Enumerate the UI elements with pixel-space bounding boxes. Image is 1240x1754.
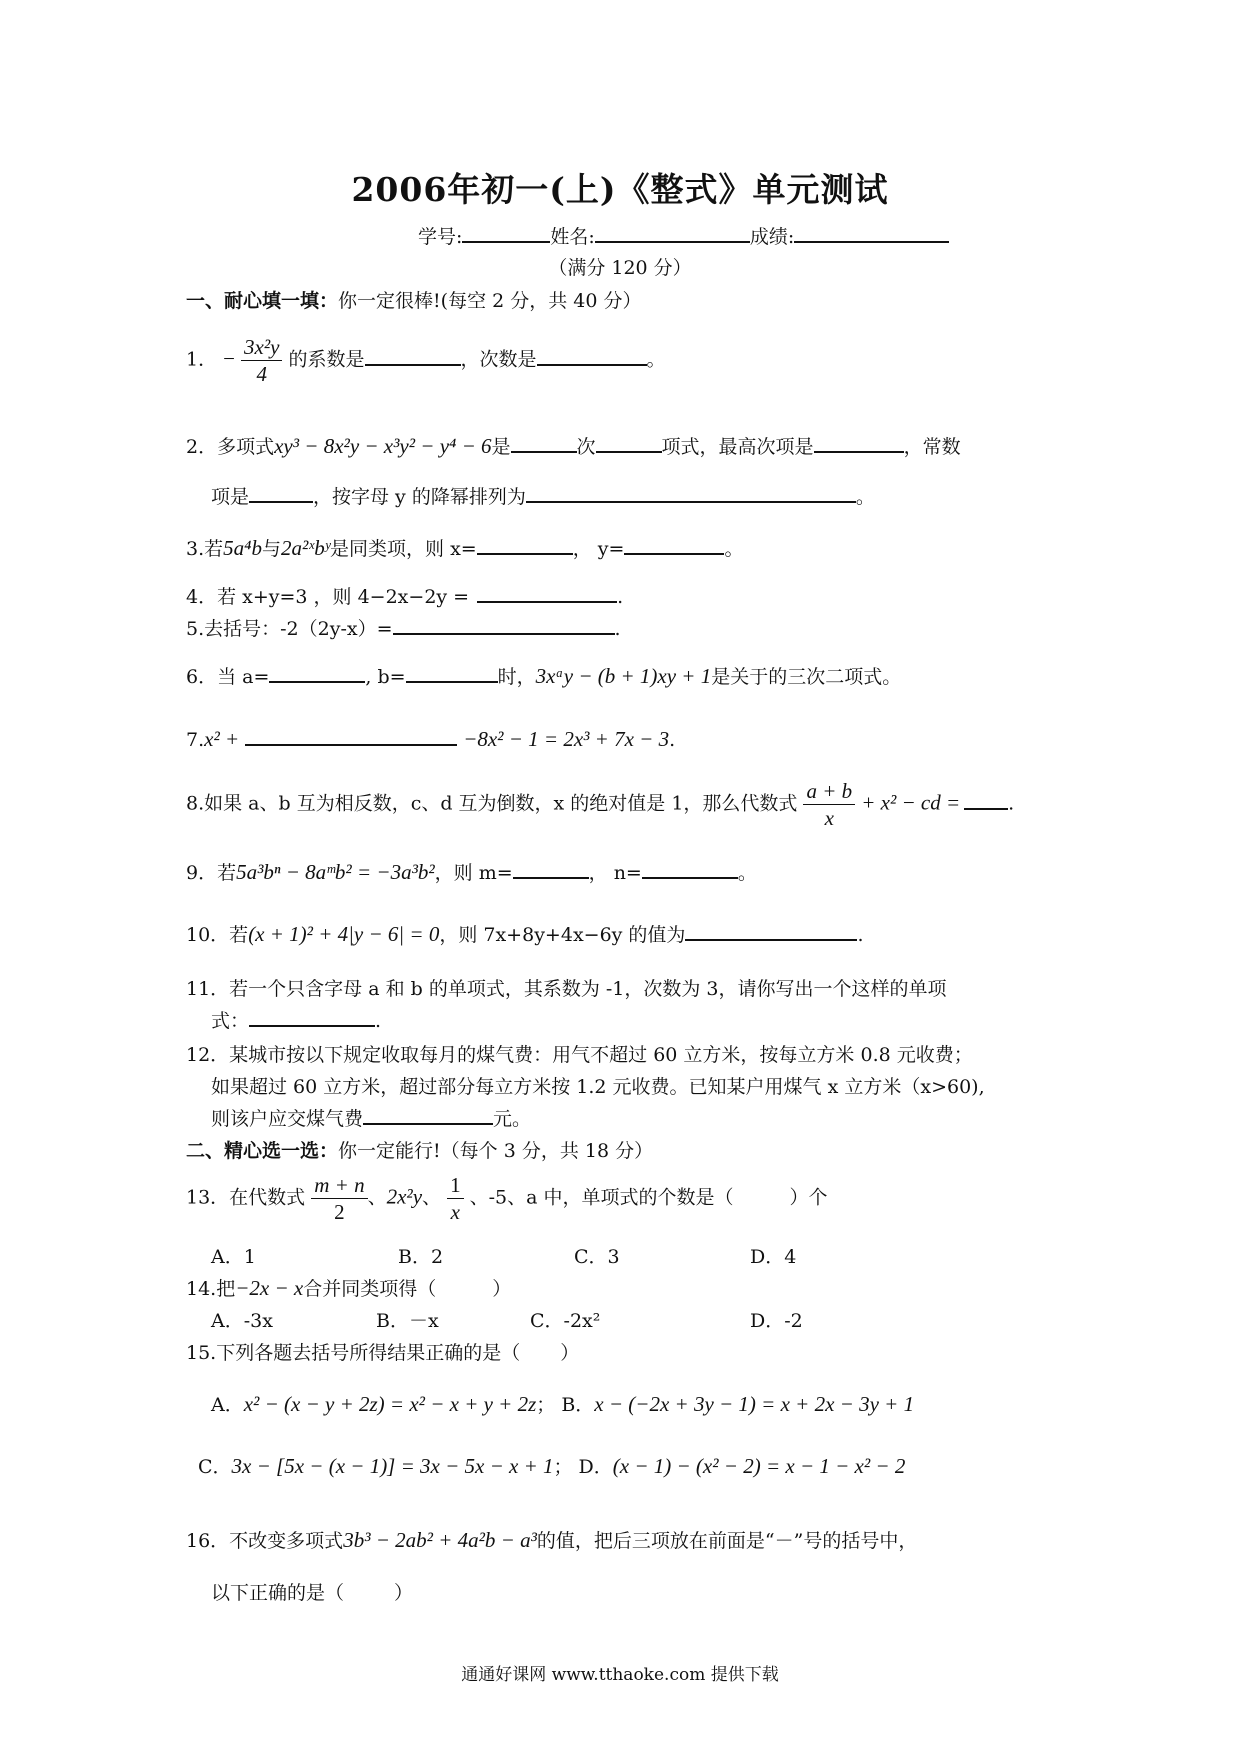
question-14 bbox=[186, 1274, 511, 1301]
q15-options-ab bbox=[211, 1390, 914, 1417]
q15-option-b[interactable]: x − (−2x + 3y − 1) = x + 2x − 3y + 1 bbox=[594, 1392, 915, 1416]
student-id-label: 学号: bbox=[418, 226, 463, 248]
q8-text: 8.如果 a、b 互为相反数，c、d 互为倒数，x 的绝对值是 1，那么代数式 bbox=[186, 792, 798, 815]
page-title: 2006年初一(上)《整式》单元测试 bbox=[351, 170, 889, 209]
q16-text2: 的值，把后三项放在前面是“－”号的括号中， bbox=[536, 1530, 918, 1552]
q10-blank[interactable] bbox=[685, 938, 857, 941]
question-12: 12．某城市按以下规定收取每月的煤气费：用气不超过 60 立方米，按每立方米 0.8 元收费； bbox=[186, 1044, 973, 1066]
page-footer: 通通好课网 www.tthaoke.com 提供下载 bbox=[461, 1665, 779, 1685]
q2-blank5[interactable] bbox=[526, 500, 856, 503]
q14-option-b[interactable]: B．－x bbox=[376, 1310, 439, 1332]
question-2-line2 bbox=[211, 482, 875, 509]
q7-expr2: −8x² − 1 = 2x³ + 7x − 3 bbox=[463, 727, 670, 751]
q9-expr: 5a³bⁿ − 8aᵐb² = −3a³b² bbox=[236, 860, 435, 884]
q1-frac-num: 3x²y bbox=[241, 334, 282, 361]
q8-expr: + x² − cd = bbox=[861, 790, 961, 815]
q16-line2: 以下正确的是（ bbox=[211, 1582, 345, 1604]
question-5 bbox=[186, 614, 621, 641]
q2-num: 2．多项式 bbox=[186, 436, 275, 458]
q14-option-d[interactable]: D．-2 bbox=[750, 1310, 803, 1332]
q9-text3: ， n= bbox=[588, 862, 642, 884]
section1-heading-bold: 一、耐心填一填： bbox=[186, 290, 339, 312]
question-12-line3 bbox=[211, 1104, 531, 1131]
q15-close: ） bbox=[560, 1342, 580, 1364]
q10-text2: ，则 7x+8y+4x−6y 的值为 bbox=[439, 924, 686, 946]
q1-num: 1． bbox=[186, 348, 218, 371]
q2-line2a: 项是 bbox=[211, 486, 250, 508]
q16-expr: 3b³ − 2ab² + 4a²b − a³ bbox=[343, 1528, 537, 1552]
name-label: 姓名: bbox=[550, 226, 595, 248]
q11-line2: 式： bbox=[211, 1010, 250, 1032]
q15-option-b-label[interactable]: ； B． bbox=[536, 1394, 595, 1416]
q12-blank[interactable] bbox=[363, 1122, 493, 1125]
score-label: 成绩: bbox=[749, 226, 795, 248]
q6-text1: 6．当 a= bbox=[186, 666, 270, 688]
q16-close: ） bbox=[394, 1582, 414, 1604]
q11-blank[interactable] bbox=[249, 1024, 375, 1027]
q8-frac-den: x bbox=[824, 806, 834, 830]
question-9 bbox=[186, 858, 757, 885]
q13-f2-num: 1 bbox=[447, 1172, 464, 1199]
q5-end: . bbox=[614, 618, 621, 640]
q11-end: . bbox=[375, 1010, 382, 1032]
q7-blank[interactable] bbox=[245, 743, 457, 746]
q6-text2: , b= bbox=[365, 666, 406, 688]
q1-text1: 的系数是 bbox=[288, 348, 365, 371]
section2-heading bbox=[186, 1136, 653, 1163]
q15-option-d[interactable]: (x − 1) − (x² − 2) = x − 1 − x² − 2 bbox=[612, 1454, 906, 1478]
q2-line2b: ，按字母 y 的降幂排列为 bbox=[313, 486, 526, 508]
q9-text4: 。 bbox=[737, 862, 757, 884]
q1-text3: 。 bbox=[646, 348, 666, 371]
student-id-field[interactable] bbox=[462, 240, 550, 243]
q8-end: . bbox=[1008, 792, 1015, 815]
q14-text1: 14.把 bbox=[186, 1278, 236, 1300]
q8-fraction bbox=[803, 778, 855, 831]
q14-option-c[interactable]: C．-2x² bbox=[530, 1310, 601, 1332]
q5-blank[interactable] bbox=[393, 632, 615, 635]
q2-text2: 次 bbox=[576, 436, 596, 458]
section1-heading bbox=[186, 286, 642, 313]
q2-expr: xy³ − 8x²y − x³y² − y⁴ − 6 bbox=[274, 434, 492, 458]
q12-line3b: 元。 bbox=[493, 1108, 532, 1130]
section2-heading-rest: 你一定能行!（每个 3 分，共 18 分） bbox=[338, 1140, 654, 1162]
q7-end: . bbox=[669, 729, 676, 751]
q14-expr: −2x − x bbox=[235, 1276, 304, 1300]
q14-option-a[interactable]: A．-3x bbox=[211, 1310, 273, 1332]
q10-end: . bbox=[857, 924, 864, 946]
q13-fraction2 bbox=[447, 1172, 464, 1225]
q2-text1: 是 bbox=[491, 436, 511, 458]
q13-option-b[interactable]: B．2 bbox=[398, 1246, 444, 1268]
student-info bbox=[418, 222, 949, 249]
q14-text3: ） bbox=[492, 1278, 512, 1300]
q2-blank2[interactable] bbox=[596, 450, 662, 453]
question-11-line2 bbox=[211, 1006, 381, 1033]
q5-text: 5.去括号：-2（2y-x）= bbox=[186, 618, 393, 640]
q13-text3: ）个 bbox=[789, 1186, 828, 1209]
q2-blank1[interactable] bbox=[511, 450, 577, 453]
question-3 bbox=[186, 534, 743, 561]
q15-option-c[interactable]: 3x − [5x − (x − 1)] = 3x − 5x − x + 1 bbox=[231, 1454, 554, 1478]
q13-f1-num: m + n bbox=[311, 1172, 367, 1199]
question-4 bbox=[186, 582, 623, 609]
q3-blank2[interactable] bbox=[624, 552, 724, 555]
question-16 bbox=[186, 1526, 917, 1553]
question-1: 1． − $\frac{\text{3x²y}}{4}$ 的系数是 ，次数是 。 bbox=[186, 335, 666, 386]
question-7 bbox=[186, 727, 675, 752]
q2-blank3[interactable] bbox=[814, 450, 904, 453]
q15-text: 15.下列各题去括号所得结果正确的是（ bbox=[186, 1342, 521, 1364]
q14-text2: 合并同类项得（ bbox=[303, 1278, 437, 1300]
q9-text2: ，则 m= bbox=[434, 862, 513, 884]
q1-frac-den: 4 bbox=[256, 362, 267, 386]
q3-expr2: 2a²ˣbʸ bbox=[280, 536, 331, 560]
q1-text2: ，次数是 bbox=[460, 348, 537, 371]
q9-blank1[interactable] bbox=[513, 876, 589, 879]
q13-sep1: 、 bbox=[367, 1186, 387, 1209]
full-score: （满分 120 分） bbox=[548, 257, 692, 279]
q7-expr1: x² + bbox=[204, 727, 240, 751]
score-field[interactable] bbox=[794, 240, 949, 243]
q6-expr: 3xᵃy − (b + 1)xy + 1 bbox=[535, 664, 712, 688]
q1-fraction bbox=[241, 334, 282, 387]
q1-blank1[interactable] bbox=[365, 363, 461, 366]
q13-text2: 、-5、a 中，单项式的个数是（ bbox=[469, 1186, 734, 1209]
q2-text4: ，常数 bbox=[903, 436, 961, 458]
q15-option-d-label[interactable]: ； D． bbox=[553, 1456, 613, 1478]
q4-text: 4．若 x+y=3 ，则 4−2x−2y = bbox=[186, 586, 470, 608]
q6-blank2[interactable] bbox=[406, 680, 498, 683]
question-11: 11．若一个只含字母 a 和 b 的单项式，其系数为 -1，次数为 3，请你写出一个这样的单项 bbox=[186, 978, 947, 1000]
q3-text1: 与 bbox=[261, 538, 281, 560]
q2-blank4[interactable] bbox=[249, 500, 313, 503]
question-15 bbox=[186, 1338, 579, 1365]
q3-blank1[interactable] bbox=[477, 552, 573, 555]
q13-sep2: 、 bbox=[422, 1186, 442, 1209]
q9-blank2[interactable] bbox=[642, 876, 738, 879]
q16-text1: 16．不改变多项式 bbox=[186, 1530, 344, 1552]
q8-frac-num: a + b bbox=[803, 778, 855, 805]
q4-end: . bbox=[617, 586, 624, 608]
q15-option-c-label[interactable]: C． bbox=[198, 1456, 232, 1478]
q1-blank2[interactable] bbox=[537, 363, 647, 366]
q6-text4: 是关于的三次二项式。 bbox=[711, 666, 902, 688]
q15-option-a[interactable]: x² − (x − y + 2z) = x² − x + y + 2z bbox=[243, 1392, 537, 1416]
q13-option-a[interactable]: A．1 bbox=[211, 1246, 256, 1268]
q3-text3: ， y= bbox=[572, 538, 625, 560]
q3-text2: 是同类项，则 x= bbox=[330, 538, 477, 560]
name-field[interactable] bbox=[595, 240, 750, 243]
q12-line3a: 则该户应交煤气费 bbox=[211, 1108, 364, 1130]
question-12-line2: 如果超过 60 立方米，超过部分每立方米按 1.2 元收费。已知某户用煤气 x 立方米（x>60), bbox=[211, 1076, 985, 1098]
q15-options-cd bbox=[198, 1452, 905, 1479]
question-8 bbox=[186, 778, 1014, 831]
section2-heading-bold: 二、精心选一选： bbox=[186, 1140, 339, 1162]
question-13 bbox=[186, 1172, 828, 1225]
q13-option-c[interactable]: C．3 bbox=[574, 1246, 620, 1268]
q13-option-d[interactable]: D．4 bbox=[750, 1246, 797, 1268]
q6-blank1[interactable] bbox=[269, 680, 365, 683]
q7-num: 7. bbox=[186, 729, 205, 751]
question-2 bbox=[186, 432, 961, 459]
q13-text1: 13．在代数式 bbox=[186, 1186, 306, 1209]
section1-heading-rest: 你一定很棒!(每空 2 分，共 40 分） bbox=[338, 290, 642, 312]
q3-num: 3.若 bbox=[186, 538, 224, 560]
q2-line2c: 。 bbox=[855, 486, 875, 508]
q10-expr: (x + 1)² + 4|y − 6| = 0 bbox=[248, 922, 440, 946]
q4-blank[interactable] bbox=[477, 600, 617, 603]
q6-text3: 时， bbox=[497, 666, 536, 688]
q13-expr1: 2x²y bbox=[386, 1184, 423, 1209]
question-10 bbox=[186, 920, 863, 947]
q2-text3: 项式，最高次项是 bbox=[661, 436, 814, 458]
q8-blank[interactable] bbox=[964, 807, 1008, 810]
q3-text4: 。 bbox=[724, 538, 744, 560]
q13-fraction1 bbox=[311, 1172, 367, 1225]
question-6 bbox=[186, 662, 901, 689]
q3-expr1: 5a⁴b bbox=[223, 536, 262, 560]
question-16-line2 bbox=[211, 1578, 413, 1605]
q15-option-a-label[interactable]: A． bbox=[211, 1394, 244, 1416]
q13-f2-den: x bbox=[450, 1200, 460, 1224]
q13-f1-den: 2 bbox=[334, 1200, 345, 1224]
q9-text1: 9．若 bbox=[186, 862, 237, 884]
q10-text1: 10．若 bbox=[186, 924, 249, 946]
